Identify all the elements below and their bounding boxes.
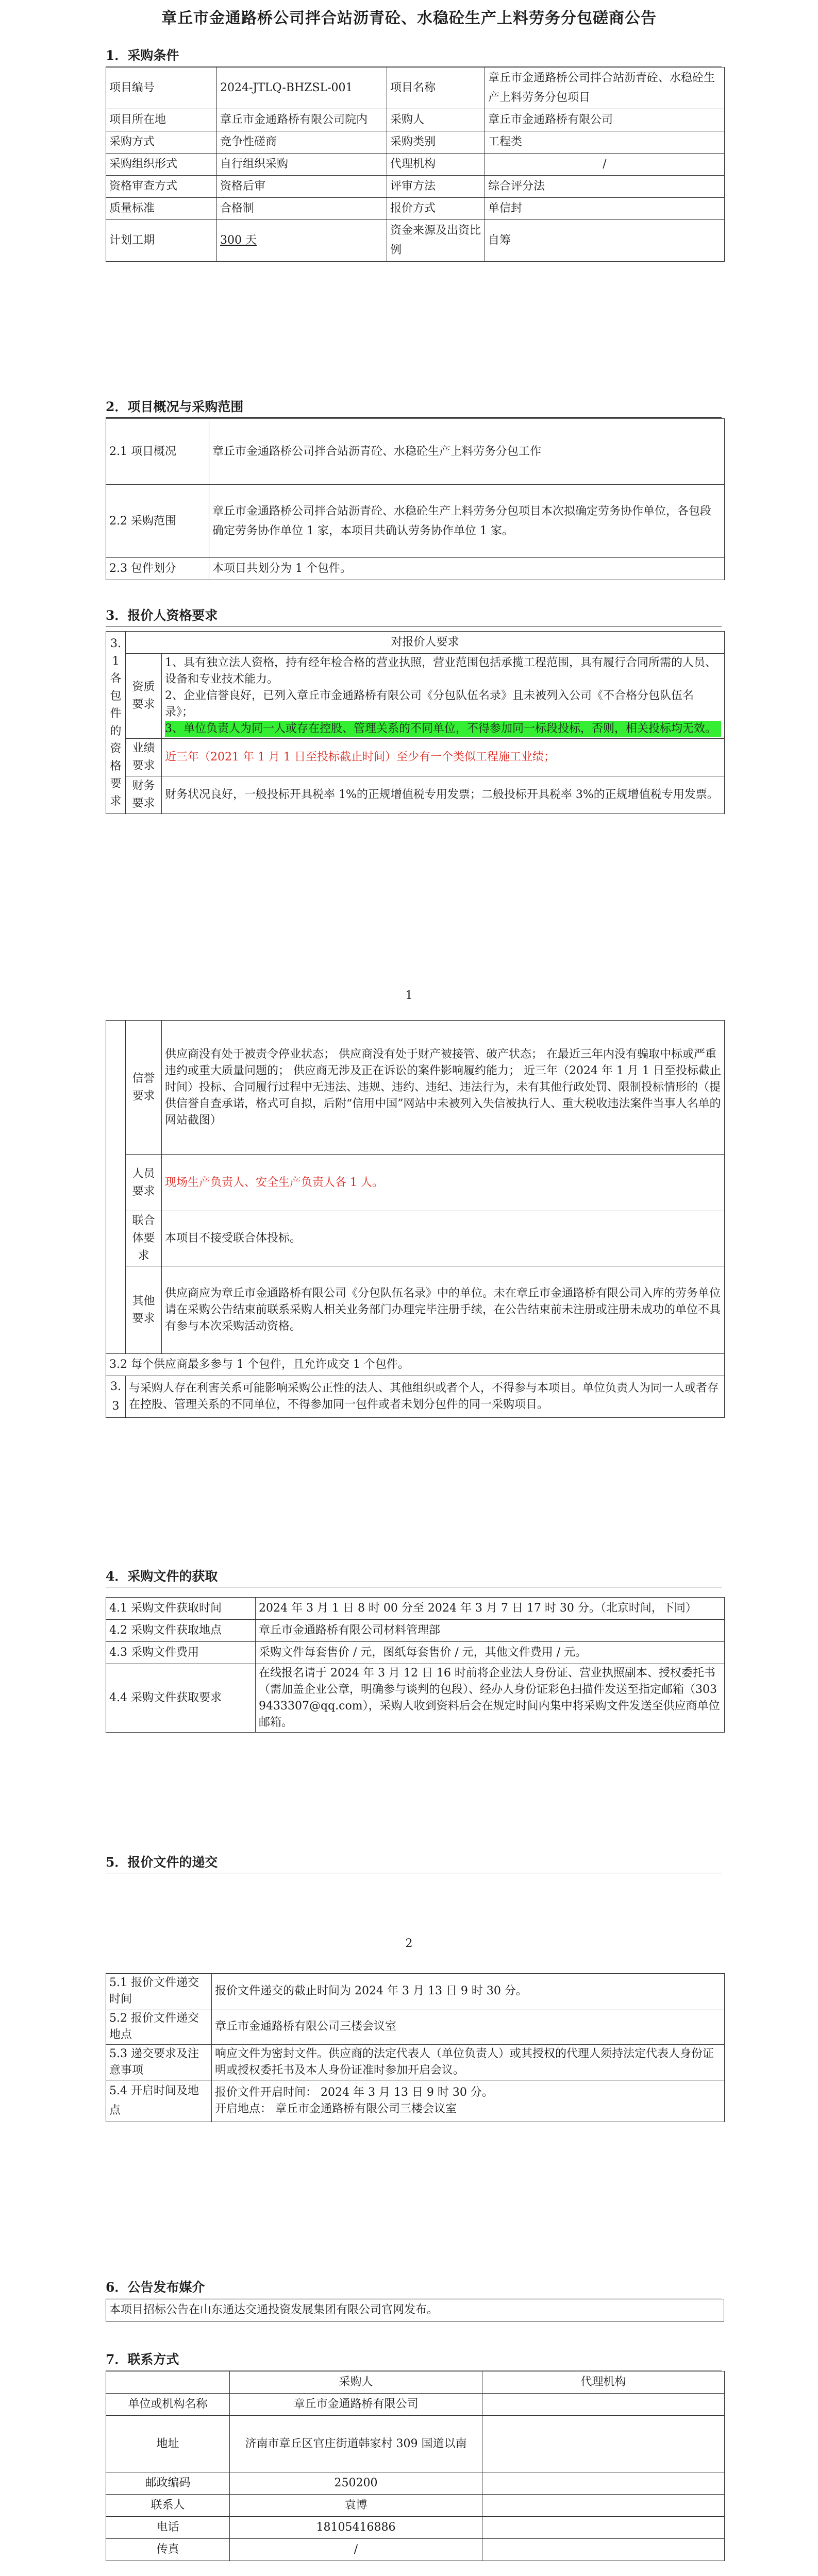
table-row [106,2495,725,2517]
rule-3-3: 与采购人存在利害关系可能影响采购公正性的法人、其他组织或者个人，不得参与本项目。单位负责人为同一人或者存在控股、管理关系的不同单位，不得参加同一包件或者未划分包件的同一采购项目。 [126,1376,725,1418]
table-row [106,2045,725,2080]
page-number: 1 [405,989,413,1002]
submission-table [106,1973,725,2122]
label-performance: 业绩要求 [126,739,162,776]
page-number: 2 [405,1937,413,1950]
table-row [106,176,725,198]
contact-org: 章丘市金通路桥有限公司 [230,2394,482,2416]
label-scope: 2.2 采购范围 [106,485,209,558]
table-row [106,2416,725,2472]
section-7-heading: 7．联系方式 [106,2349,722,2370]
contact-org-agency [482,2394,725,2416]
table-row [106,109,725,131]
table-row [106,2394,725,2416]
method: 竞争性磋商 [217,131,387,154]
label-other: 其他要求 [126,1266,162,1354]
section-1-heading: 1．采购条件 [106,45,722,66]
staff: 现场生产负责人、安全生产负责人各 1 人。 [162,1155,725,1211]
table-row [106,2080,725,2122]
organization: 自行组织采购 [217,154,387,176]
contact-phone-agency [482,2517,725,2539]
submit-req: 响应文件为密封文件。供应商的法定代表人（单位负责人）或其授权的代理人须持法定代表人身份证明或授权委托书及本人身份证准时参加开启会议。 [212,2045,725,2080]
contact-address-agency [482,2416,725,2472]
open-info [212,2080,725,2122]
contact-label-address: 地址 [106,2416,230,2472]
table-row [106,558,725,580]
purchaser: 章丘市金通路桥有限公司 [485,109,725,131]
table-row [106,220,725,262]
label-staff: 人员要求 [126,1155,162,1211]
quote-method: 单信封 [485,198,725,220]
table-row [106,1376,725,1418]
section-4-heading: 4．采购文件的获取 [106,1566,722,1587]
section-3-heading: 3．报价人资格要求 [106,605,722,626]
label-fee: 4.3 采购文件费用 [106,1642,256,1664]
page-title: 章丘市金通路桥公司拌合站沥青砼、水稳砼生产上料劳务分包磋商公告 [161,9,657,27]
contact-postcode: 250200 [230,2472,482,2495]
qualification-left-label: 3.1 各包件的资格要求 [106,632,126,814]
submit-place: 章丘市金通路桥有限公司三楼会议室 [212,2009,725,2045]
qualification-item-2: 2、企业信誉良好，已列入章丘市金通路桥有限公司《分包队伍名录》且未被列入公司《不合格分包队伍名录》； [165,689,694,719]
qualification-item-3: 3、单位负责人为同一人或存在控股、管理关系的不同单位，不得参加同一标段投标，否则，相关投标均无效。 [165,721,721,737]
acquire-req: 在线报名请于 2024 年 3 月 12 日 16 时前将企业法人身份证、营业执照副本、授权委托书（需加盖企业公章，明确参与谈判的包段）、经办人身份证彩色扫描件发送至指定邮箱（3039433307@qq.com），采购人收到资料后会在规定时间内集中将采购文件发送至供应商单位邮箱。 [256,1664,725,1733]
table-row [106,1266,725,1354]
table-row [106,2517,725,2539]
contact-person: 袁博 [230,2495,482,2517]
label-duration: 计划工期 [106,220,217,262]
table-row [106,198,725,220]
table-row [106,1021,725,1155]
rule-3-2: 3.2 每个供应商最多参与 1 个包件，且允许成交 1 个包件。 [106,1354,725,1376]
label-organization: 采购组织形式 [106,154,217,176]
acquire-time: 2024 年 3 月 1 日 8 时 00 分至 2024 年 3 月 7 日 17 时 30 分。（北京时间，下同） [256,1598,725,1620]
table-row [106,2472,725,2495]
fee: 采购文件每套售价 / 元，图纸每套售价 / 元，其他文件费用 / 元。 [256,1642,725,1664]
open-time: 报价文件开启时间： 2024 年 3 月 13 日 9 时 30 分。 [215,2086,493,2099]
table-row [106,1642,725,1664]
qualification-table-part2 [106,1020,725,1418]
table-row [106,2299,724,2321]
table-row [106,1598,725,1620]
finance: 财务状况良好，一般投标开具税率 1%的正规增值税专用发票；二般投标开具税率 3%的正规增值税专用发票。 [162,776,725,814]
label-open: 5.4 开启时间及地点 [106,2080,212,2122]
label-project-name: 项目名称 [387,67,485,109]
label-project-number: 项目编号 [106,67,217,109]
label-union: 联合体要求 [126,1211,162,1266]
label-evaluation: 评审方法 [387,176,485,198]
label-funding: 资金来源及出资比例 [387,220,485,262]
qualification-header: 对报价人要求 [126,632,725,654]
overview: 章丘市金通路桥公司拌合站沥青砼、水稳砼生产上料劳务分包工作 [209,419,725,485]
contact-head-agency: 代理机构 [482,2371,725,2394]
duration: 300 天 [217,220,387,262]
label-review: 资格审查方式 [106,176,217,198]
table-row [106,1211,725,1266]
table-row [106,67,725,109]
table-row [106,1354,725,1376]
contact-postcode-agency [482,2472,725,2495]
table-row [106,2371,725,2394]
media-text: 本项目招标公告在山东通达交通投资发展集团有限公司官网发布。 [106,2299,724,2321]
project-overview-table [106,418,725,580]
agency: / [485,154,725,176]
open-place: 开启地点： 章丘市金通路桥有限公司三楼会议室 [215,2103,457,2115]
qualification-table-part1 [106,631,725,814]
media-table [106,2299,724,2321]
label-qualification: 资质要求 [126,654,162,739]
project-number: 2024-JTLQ-BHZSL-001 [217,67,387,109]
label-acquire-place: 4.2 采购文件获取地点 [106,1620,256,1642]
union: 本项目不接受联合体投标。 [162,1211,725,1266]
contact-person-agency [482,2495,725,2517]
label-submit-req: 5.3 递交要求及注意事项 [106,2045,212,2080]
acquire-place: 章丘市金通路桥有限公司材料管理部 [256,1620,725,1642]
contact-label-phone: 电话 [106,2517,230,2539]
label-quality: 质量标准 [106,198,217,220]
contact-head-purchaser: 采购人 [230,2371,482,2394]
scope: 章丘市金通路桥公司拌合站沥青砼、水稳砼生产上料劳务分包项目本次拟确定劳务协作单位，各包段确定劳务协作单位 1 家，本项目共确认劳务协作单位 1 家。 [209,485,725,558]
table-row [106,2009,725,2045]
label-submit-time: 5.1 报价文件递交时间 [106,1974,212,2009]
label-location: 项目所在地 [106,109,217,131]
label-lots: 2.3 包件划分 [106,558,209,580]
qualification-content [162,654,725,739]
submit-time: 报价文件递交的截止时间为 2024 年 3 月 13 日 9 时 30 分。 [212,1974,725,2009]
table-row [106,131,725,154]
category: 工程类 [485,131,725,154]
label-method: 采购方式 [106,131,217,154]
other: 供应商应为章丘市金通路桥有限公司《分包队伍名录》中的单位。未在章丘市金通路桥有限公司入库的劳务单位请在采购公告结束前联系采购人相关业务部门办理完毕注册手续，在公告结束前未注册或注册未成功的单位不具有参与本次采购活动资格。 [162,1266,725,1354]
acquisition-table [106,1597,725,1733]
label-acquire-time: 4.1 采购文件获取时间 [106,1598,256,1620]
section-5-heading: 5．报价文件的递交 [106,1852,722,1873]
contact-fax: / [230,2539,482,2561]
quality: 合格制 [217,198,387,220]
contact-label-postcode: 邮政编码 [106,2472,230,2495]
contact-phone: 18105416886 [230,2517,482,2539]
table-row [106,1974,725,2009]
label-purchaser: 采购人 [387,109,485,131]
contact-label-org: 单位或机构名称 [106,2394,230,2416]
label-category: 采购类别 [387,131,485,154]
qualification-item-1: 1、具有独立法人资格，持有经年检合格的营业执照，营业范围包括承揽工程范围，具有履行合同所需的人员、设备和专业技术能力。 [165,656,717,686]
table-row [106,739,725,776]
table-row [106,1155,725,1211]
table-row [106,654,725,739]
table-row [106,2539,725,2561]
label-agency: 代理机构 [387,154,485,176]
label-overview: 2.1 项目概况 [106,419,209,485]
label-submit-place: 5.2 报价文件递交地点 [106,2009,212,2045]
label-acquire-req: 4.4 采购文件获取要求 [106,1664,256,1733]
contact-fax-agency [482,2539,725,2561]
project-name: 章丘市金通路桥公司拌合站沥青砼、水稳砼生产上料劳务分包项目 [485,67,725,109]
location: 章丘市金通路桥有限公司院内 [217,109,387,131]
rule-3-3-label: 3.3 [106,1376,126,1418]
contact-label-fax: 传真 [106,2539,230,2561]
table-row [106,485,725,558]
contact-address: 济南市章丘区官庄街道韩家村 309 国道以南 [230,2416,482,2472]
contact-label-person: 联系人 [106,2495,230,2517]
contact-head-blank [106,2371,230,2394]
label-credit: 信誉要求 [126,1021,162,1155]
credit: 供应商没有处于被责令停业状态； 供应商没有处于财产被接管、破产状态； 在最近三年内没有骗取中标或严重违约或重大质量问题的； 供应商无涉及正在诉讼的案件影响履约能力； 近三年（2024 年 1 月 1 日至投标截止时间）投标、合同履行过程中无违法、违规、违约、违纪、违法行为，未有其他行政处罚、限制投标情形的（提供信誉自查承诺，格式可自拟，后附“信用中国”网站中未被列入失信被执行人、重大税收违法案件当事人名单的网站截图） [162,1021,725,1155]
evaluation: 综合评分法 [485,176,725,198]
table-row [106,154,725,176]
table-row [106,632,725,654]
table-row [106,419,725,485]
table-row [106,1620,725,1642]
label-finance: 财务要求 [126,776,162,814]
lots: 本项目共划分为 1 个包件。 [209,558,725,580]
review: 资格后审 [217,176,387,198]
performance: 近三年（2021 年 1 月 1 日至投标截止时间）至少有一个类似工程施工业绩； [162,739,725,776]
funding: 自筹 [485,220,725,262]
section-2-heading: 2．项目概况与采购范围 [106,397,722,418]
procurement-conditions-table [106,67,725,262]
label-quote-method: 报价方式 [387,198,485,220]
contact-table [106,2371,725,2561]
table-row [106,776,725,814]
left-cell-blank [106,1021,126,1354]
section-6-heading: 6．公告发布媒介 [106,2277,722,2298]
table-row [106,1664,725,1733]
